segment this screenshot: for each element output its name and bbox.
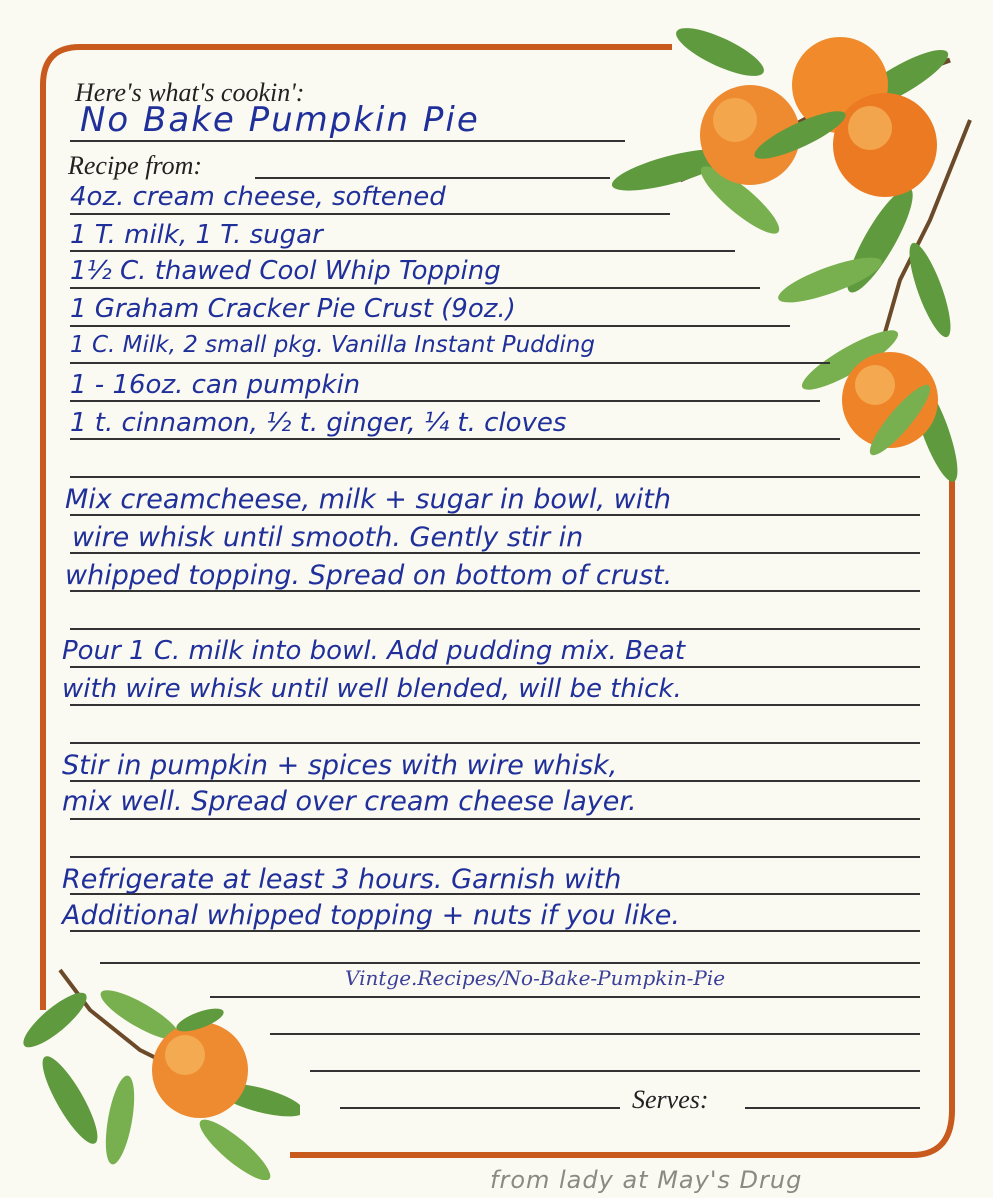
direction-line: with wire whisk until well blended, will be thick.: [62, 674, 682, 704]
serves-label: Serves:: [632, 1085, 709, 1114]
ingredient-line: 1 t. cinnamon, ½ t. ginger, ¼ t. cloves: [70, 408, 567, 438]
direction-line: Refrigerate at least 3 hours. Garnish with: [62, 864, 622, 895]
ingredient-line: 1 T. milk, 1 T. sugar: [70, 220, 323, 250]
recipe-title: No Bake Pumpkin Pie: [80, 100, 480, 140]
direction-line: whipped topping. Spread on bottom of crust.: [65, 560, 673, 591]
direction-line: wire whisk until smooth. Gently stir in: [72, 522, 584, 553]
direction-line: Mix creamcheese, milk + sugar in bowl, with: [65, 484, 671, 515]
ingredient-line: 1½ C. thawed Cool Whip Topping: [70, 256, 501, 286]
pencil-note: from lady at May's Drug: [490, 1166, 803, 1194]
header-label: Here's what's cookin':: [75, 78, 305, 107]
source-caption: Vintge.Recipes/No-Bake-Pumpkin-Pie: [345, 966, 726, 990]
peach-branch-top-right: [600, 20, 993, 490]
direction-line: Pour 1 C. milk into bowl. Add pudding mix. Beat: [62, 636, 686, 666]
direction-line: mix well. Spread over cream cheese layer.: [62, 786, 637, 817]
direction-line: Stir in pumpkin + spices with wire whisk,: [62, 750, 618, 781]
direction-line: Additional whipped topping + nuts if you like.: [62, 900, 680, 931]
ingredient-line: 1 C. Milk, 2 small pkg. Vanilla Instant Pudding: [70, 332, 595, 358]
ingredient-line: 1 - 16oz. can pumpkin: [70, 370, 361, 400]
recipe-from-label: Recipe from:: [68, 151, 203, 180]
peach-branch-bottom-left: [10, 960, 300, 1180]
ingredient-line: 4oz. cream cheese, softened: [70, 182, 446, 212]
ingredient-line: 1 Graham Cracker Pie Crust (9oz.): [70, 294, 516, 324]
